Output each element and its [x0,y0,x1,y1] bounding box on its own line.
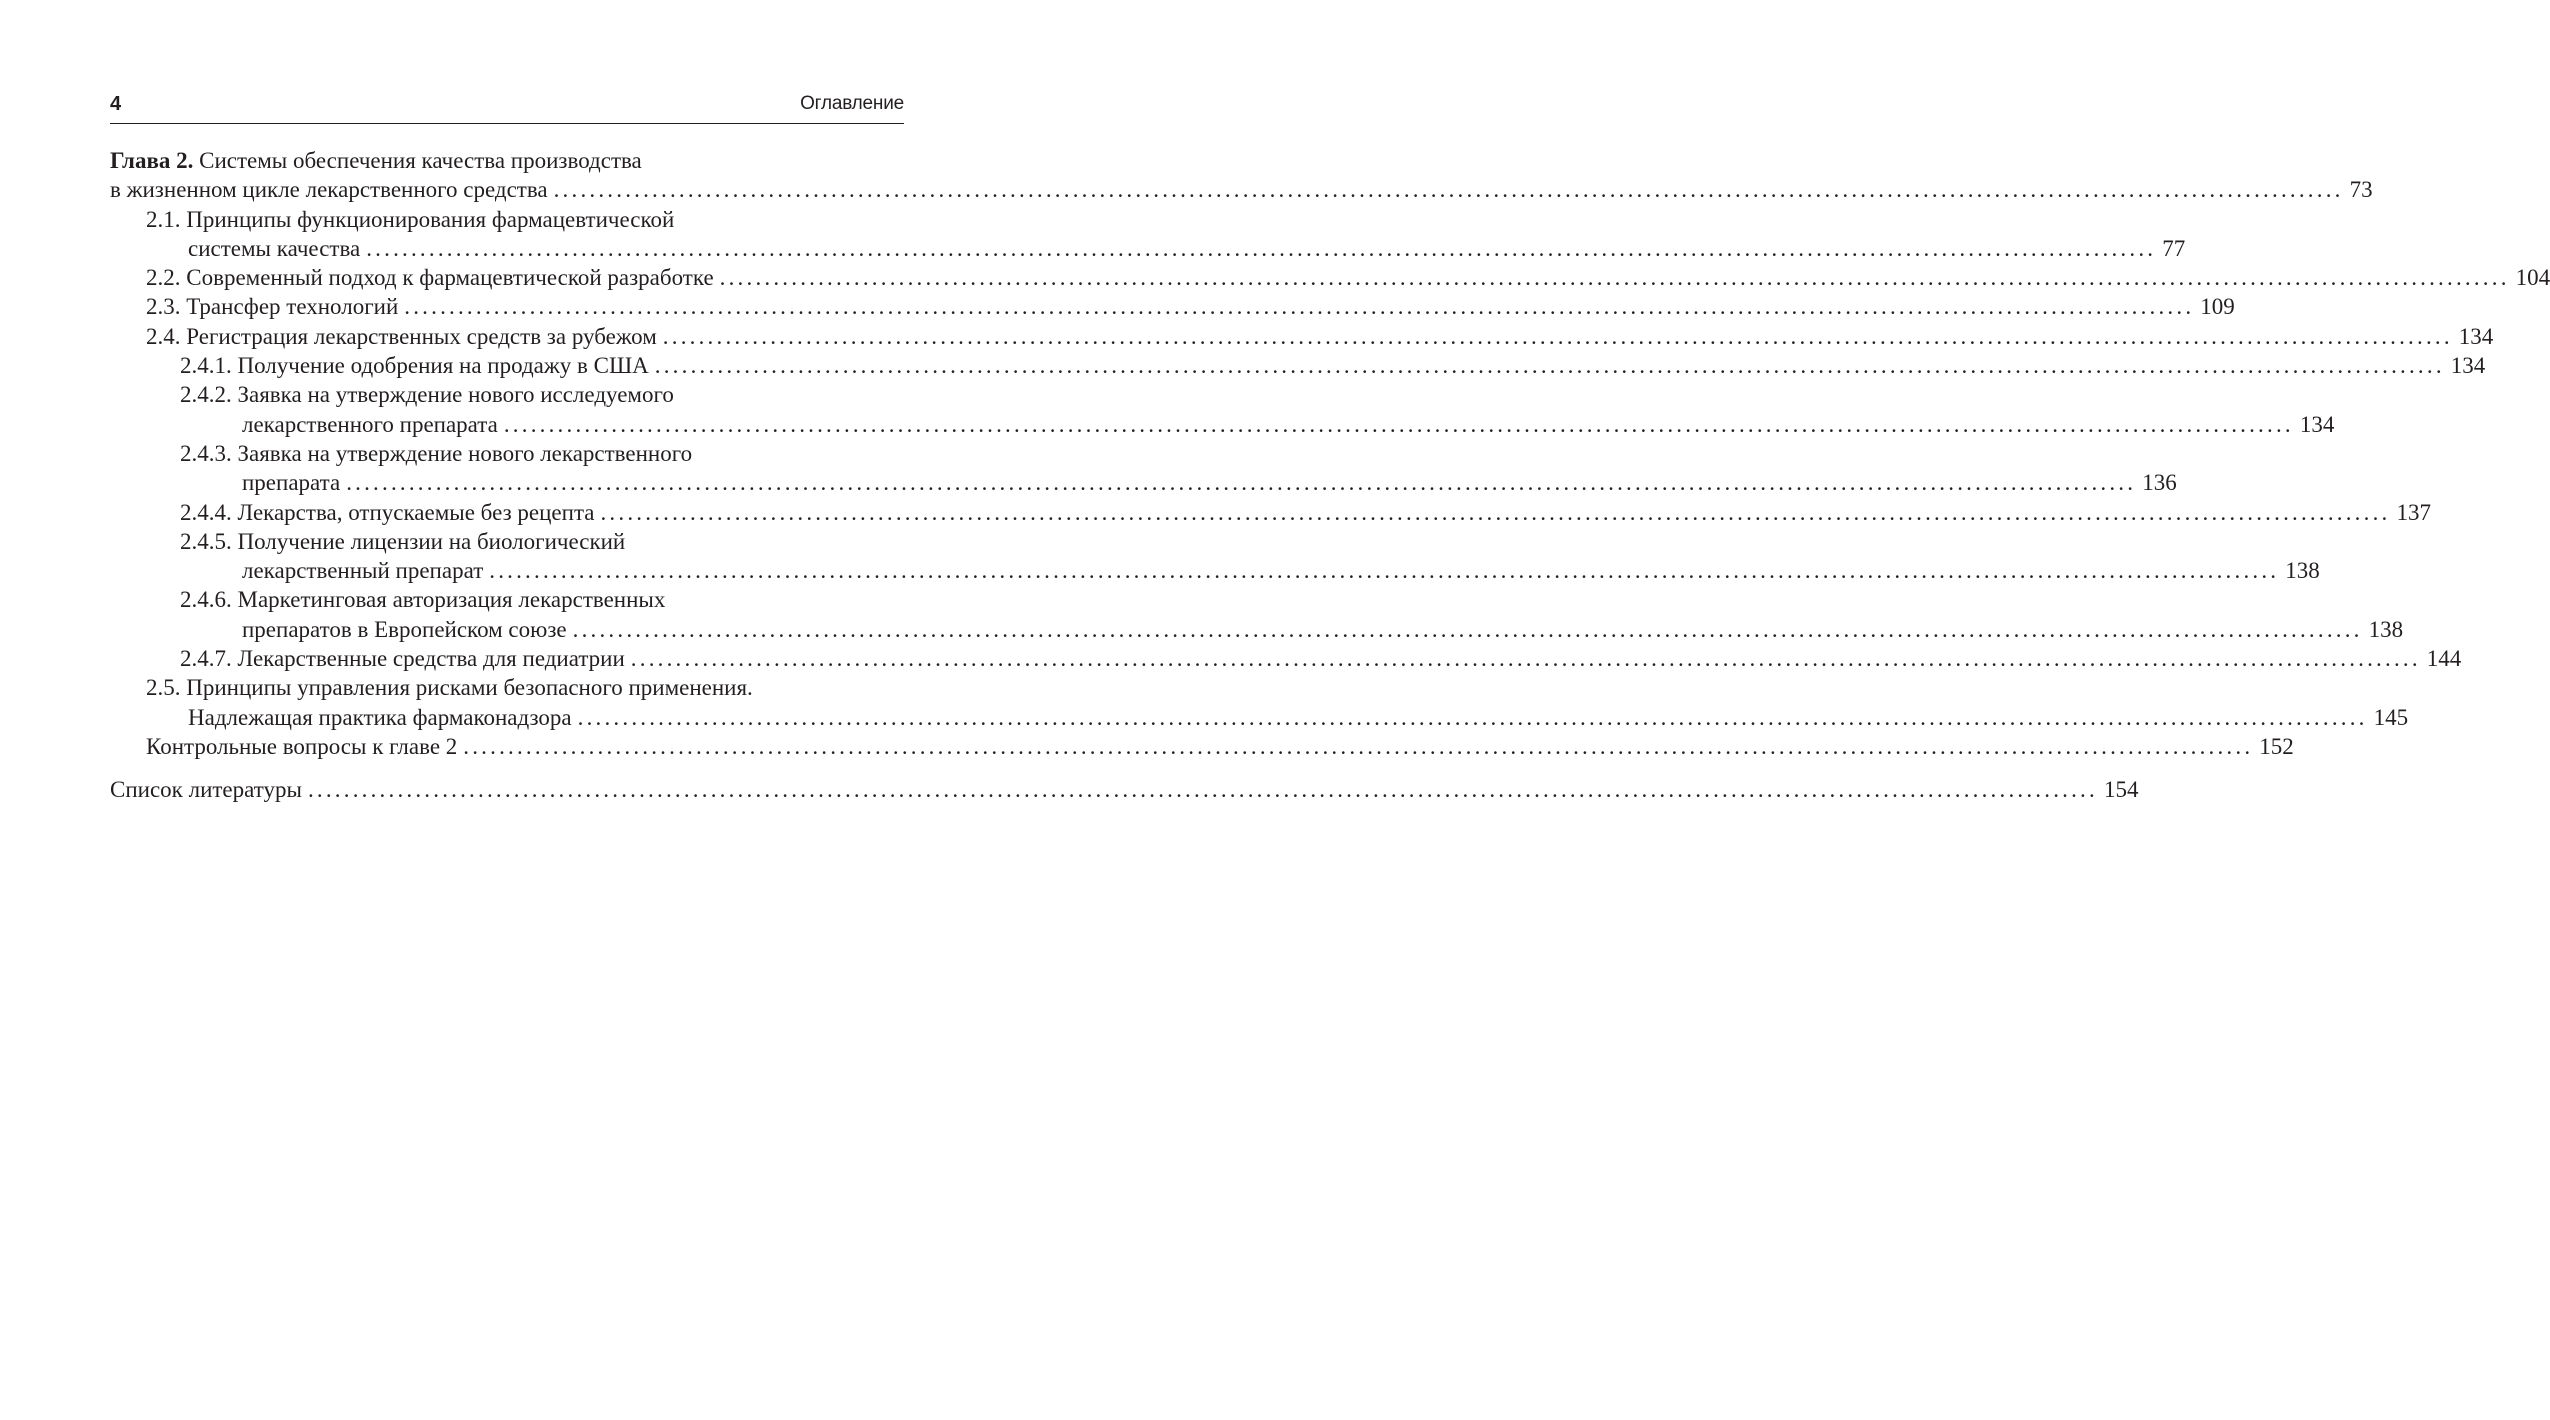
toc-entry-2-5[interactable] [110,673,904,702]
page-ref: 154 [2103,777,2139,803]
entry-title-cont: системы качества [188,235,361,261]
entry-title: 2.3. Трансфер технологий [146,294,399,320]
entry-title: Контрольные вопросы к главе 2 [146,733,458,759]
toc-entry-2-4-5-cont[interactable] [110,556,2320,585]
page-ref: 77 [2162,235,2186,261]
chapter-title: Системы обеспечения качества производства [193,148,642,173]
toc-entry-2-3[interactable] [110,292,2235,321]
header-rule [110,123,904,124]
entry-title: 2.4.2. Заявка на утверждение нового исследуемого [180,382,674,408]
page-ref: 144 [2426,646,2462,672]
dot-leader: ........................................................................................................................................................................................................ [654,353,2445,379]
toc-entry-2-1[interactable] [110,205,904,234]
running-title: Оглавление [800,93,904,114]
entry-title: 2.4.1. Получение одобрения на продажу в США [180,353,649,379]
page-number: 4 [110,93,122,115]
dot-leader: ........................................................................................................................................................................................................ [572,616,2363,642]
dot-leader: ........................................................................................................................................................................................................ [503,411,2294,437]
entry-title: 2.4.4. Лекарства, отпускаемые без рецепта [180,499,595,525]
toc-entry-2-4-7[interactable] [110,644,2462,673]
page-header [110,92,904,122]
dot-leader: ........................................................................................................................................................................................................ [719,265,2510,291]
toc-entry-2-4-3-cont[interactable] [110,468,2177,497]
toc-entry-2-4-3[interactable] [110,439,904,468]
toc-entry-2-4-1[interactable] [110,351,2486,380]
entry-title-cont: лекарственного препарата [242,411,498,437]
table-of-contents [110,146,2550,805]
toc-entry-2-4-6-cont[interactable] [110,615,2404,644]
toc-entry-2-4-2-cont[interactable] [110,410,2335,439]
dot-leader: ........................................................................................................................................................................................................ [404,294,2195,320]
dot-leader: ........................................................................................................................................................................................................ [662,323,2453,349]
dot-leader: ........................................................................................................................................................................................................ [553,177,2344,203]
dot-leader: ........................................................................................................................................................................................................ [366,235,2157,261]
chapter-label: Глава 2. [110,148,194,173]
entry-title: 2.4.5. Получение лицензии на биологический [180,528,626,554]
page-ref: 137 [2396,499,2431,525]
entry-title: 2.5. Принципы управления рисками безопасного применения. [146,675,753,701]
toc-entry-2-1-cont[interactable] [110,234,2186,263]
toc-entry-2-4[interactable] [110,322,2494,351]
entry-title: 2.4.7. Лекарственные средства для педиатрии [180,646,625,672]
page-ref: 152 [2259,733,2294,759]
page-ref: 109 [2200,294,2235,320]
page-ref: 138 [2285,558,2320,584]
page-ref: 104 [2515,265,2550,291]
page-ref: 136 [2142,470,2177,496]
entry-title: 2.1. Принципы функционирования фармацевтической [146,206,675,232]
page-ref: 134 [2450,353,2486,379]
dot-leader: ........................................................................................................................................................................................................ [463,733,2254,759]
toc-entry-2-4-4[interactable] [110,498,2431,527]
page-ref: 138 [2368,616,2404,642]
chapter-title-cont: в жизненном цикле лекарственного средства [110,177,548,203]
entry-title-cont: препаратов в Европейском союзе [242,616,567,642]
dot-leader: ........................................................................................................................................................................................................ [577,704,2368,730]
entry-title: Список литературы [110,777,302,803]
dot-leader: ........................................................................................................................................................................................................ [630,646,2421,672]
toc-entry-chapter-2[interactable] [110,146,904,175]
toc-entry-2-4-5[interactable] [110,527,904,556]
dot-leader: ........................................................................................................................................................................................................ [346,470,2137,496]
toc-entry-control-questions[interactable] [110,732,2294,761]
page-ref: 73 [2349,177,2373,203]
toc-entry-references[interactable] [110,775,2139,804]
toc-entry-2-5-cont[interactable] [110,703,2409,732]
entry-title: 2.4. Регистрация лекарственных средств за рубежом [146,323,657,349]
entry-title-cont: Надлежащая практика фармаконадзора [188,704,572,730]
entry-title: 2.4.6. Маркетинговая авторизация лекарственных [180,587,666,613]
page-ref: 134 [2458,323,2494,349]
entry-title-cont: лекарственный препарат [242,558,484,584]
page-ref: 145 [2373,704,2409,730]
toc-entry-2-2[interactable] [110,263,2550,292]
toc-entry-2-4-2[interactable] [110,380,904,409]
dot-leader: ........................................................................................................................................................................................................ [307,777,2098,803]
entry-title: 2.2. Современный подход к фармацевтической разработке [146,265,714,291]
page-ref: 134 [2299,411,2335,437]
toc-entry-2-4-6[interactable] [110,585,904,614]
toc-entry-chapter-2-cont[interactable] [110,175,2373,204]
entry-title: 2.4.3. Заявка на утверждение нового лекарственного [180,440,693,466]
dot-leader: ........................................................................................................................................................................................................ [600,499,2391,525]
dot-leader: ........................................................................................................................................................................................................ [489,558,2280,584]
entry-title-cont: препарата [242,470,341,496]
